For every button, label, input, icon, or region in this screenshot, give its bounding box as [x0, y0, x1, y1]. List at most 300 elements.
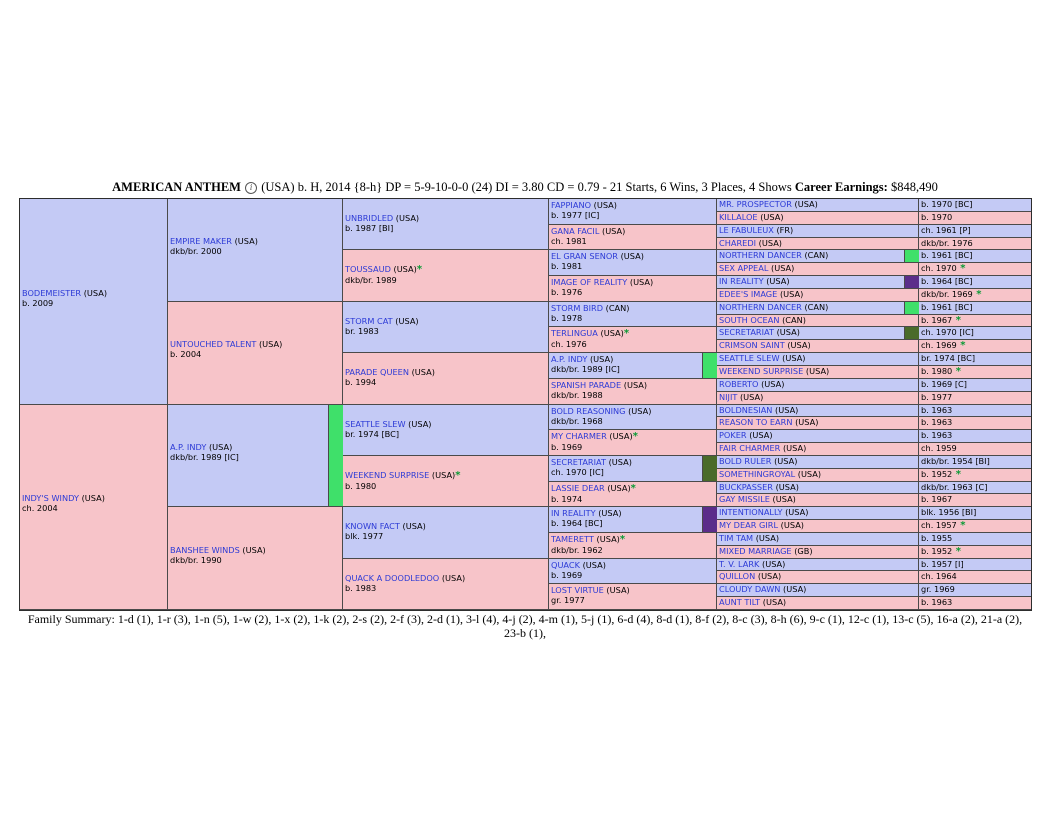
horse-country: (USA): [623, 379, 648, 390]
ancestor-row: [717, 379, 919, 392]
star-icon: *: [952, 365, 961, 377]
ancestor-info-cell: [919, 340, 1031, 353]
horse-link[interactable]: QUACK: [551, 559, 580, 570]
ancestor-info-cell: [919, 225, 1031, 238]
horse-link[interactable]: MY DEAR GIRL: [719, 520, 779, 531]
ancestor-label: [551, 483, 714, 504]
ancestor-cell: [20, 199, 168, 405]
ancestor-row: [717, 469, 919, 482]
ancestor-label: [551, 560, 714, 580]
horse-link[interactable]: A.P. INDY: [551, 354, 588, 365]
horse-link[interactable]: T. V. LARK: [719, 558, 760, 569]
horse-info: blk. 1977: [345, 531, 384, 542]
horse-details: (USA) b. H, 2014 {8-h} DP = 5-9-10-0-0 (24) DI = 3.80 CD = 0.79 - 21 Starts, 6 Wins, 3 Places, 4 Shows: [261, 180, 792, 194]
horse-link[interactable]: LASSIE DEAR: [551, 482, 605, 493]
horse-link[interactable]: SECRETARIAT: [551, 456, 606, 467]
horse-country: (USA): [762, 558, 786, 569]
ancestor-cell: [549, 250, 717, 276]
horse-info: ch. 1970: [921, 263, 957, 274]
ancestor-cell: [549, 482, 717, 508]
horse-info: b. 1957 [I]: [921, 558, 964, 569]
horse-info: b. 1963: [921, 404, 953, 415]
horse-info: br. 1974 [BC]: [921, 353, 976, 364]
horse-info: b. 1980: [345, 480, 377, 491]
horse-info: ch. 1970 [IC]: [921, 327, 974, 338]
horse-country: (USA): [395, 213, 420, 223]
ancestor-label: [551, 380, 714, 400]
horse-info: ch. 1976: [551, 339, 587, 350]
ancestor-row: [717, 456, 919, 469]
ancestor-row: [717, 276, 919, 289]
ancestor-label: [345, 470, 546, 491]
horse-info: b. 1978: [551, 312, 583, 323]
horse-country: (USA): [607, 482, 631, 493]
horse-country: (USA): [805, 365, 830, 376]
horse-country: (USA): [762, 597, 787, 608]
horse-country: (USA): [771, 263, 795, 274]
ancestor-cell: [343, 250, 549, 301]
horse-link[interactable]: BUCKPASSER: [719, 481, 773, 492]
horse-country: (USA): [593, 200, 617, 210]
ancestor-info-cell: [919, 276, 1031, 289]
horse-country: (USA): [779, 288, 804, 299]
ancestor-info-cell: [919, 392, 1031, 405]
horse-country: (USA): [596, 533, 620, 544]
ancestor-row: [717, 315, 919, 328]
horse-country: (CAN): [782, 314, 806, 325]
horse-link[interactable]: TOUSSAUD: [345, 264, 391, 275]
ancestor-info-cell: [919, 469, 1031, 482]
horse-link[interactable]: NORTHERN DANCER: [719, 301, 802, 312]
horse-link[interactable]: KILLALOE: [719, 211, 758, 222]
ancestor-cell: [549, 199, 717, 225]
ancestor-row: [717, 584, 919, 597]
ancestor-cell: [549, 405, 717, 431]
horse-country: (USA): [774, 455, 798, 466]
horse-info: b. 1964 [BC]: [551, 518, 603, 529]
star-icon: *: [952, 314, 961, 326]
ancestor-cell: [343, 302, 549, 353]
horse-country: (USA): [600, 328, 624, 339]
horse-country: (USA): [589, 354, 614, 365]
horse-link[interactable]: WEEKEND SURPRISE: [719, 365, 804, 376]
ancestor-info-cell: [919, 430, 1031, 443]
horse-link[interactable]: UNTOUCHED TALENT: [170, 339, 257, 350]
horse-link[interactable]: IN REALITY: [551, 508, 596, 519]
horse-info: b. 1967: [921, 314, 953, 325]
ancestor-cell: [343, 559, 549, 610]
earnings-value: $848,490: [890, 180, 938, 194]
ancestor-label: [170, 545, 340, 565]
ancestor-info-cell: [919, 353, 1031, 366]
horse-info: ch. 1981: [551, 235, 587, 246]
horse-country: (USA): [609, 431, 633, 442]
horse-country: (USA): [776, 327, 800, 338]
horse-country: (USA): [739, 391, 764, 402]
ancestor-label: [170, 442, 340, 462]
ancestor-row: [717, 482, 919, 495]
horse-info: b. 1977 [IC]: [551, 210, 600, 220]
ancestor-cell: [549, 559, 717, 585]
star-icon: *: [952, 468, 961, 480]
ancestor-label: [22, 288, 165, 308]
ancestor-row: [717, 405, 919, 418]
ancestor-row: [717, 417, 919, 430]
ancestor-info-cell: [919, 379, 1031, 392]
ancestor-cell: [343, 405, 549, 456]
horse-info: ch. 2004: [22, 503, 58, 514]
ancestor-cell: [168, 199, 343, 302]
star-icon: *: [619, 533, 626, 545]
ancestor-label: [551, 585, 714, 605]
horse-link[interactable]: SEATTLE SLEW: [345, 418, 406, 429]
horse-link[interactable]: NORTHERN DANCER: [719, 250, 802, 261]
horse-link[interactable]: STORM CAT: [345, 315, 393, 326]
ancestor-info-cell: [919, 315, 1031, 328]
horse-link[interactable]: MY CHARMER: [551, 431, 607, 442]
horse-info: gr. 1969: [921, 584, 955, 595]
ancestor-row: [717, 225, 919, 238]
ancestor-info-cell: [919, 507, 1031, 520]
ancestor-row: [717, 238, 919, 251]
ancestor-row: [717, 533, 919, 546]
star-icon: *: [956, 340, 966, 352]
horse-link[interactable]: TIM TAM: [719, 532, 754, 543]
horse-country: (USA): [760, 211, 784, 222]
ancestor-cell: [549, 302, 717, 328]
horse-info: ch. 1969: [921, 340, 957, 351]
ancestor-row: [717, 340, 919, 353]
ancestor-cell: [168, 507, 343, 610]
horse-link[interactable]: MR. PROSPECTOR: [719, 199, 792, 209]
ancestor-info-cell: [919, 494, 1031, 507]
horse-country: (USA): [775, 404, 799, 415]
ancestor-info-cell: [919, 456, 1031, 469]
horse-country: (USA): [797, 468, 822, 479]
horse-link[interactable]: QUILLON: [719, 571, 756, 582]
ancestor-row: [717, 212, 919, 225]
horse-link[interactable]: INTENTIONALLY: [719, 507, 783, 518]
horse-link[interactable]: UNBRIDLED: [345, 213, 394, 223]
star-icon: *: [956, 263, 966, 275]
ancestor-info-cell: [919, 238, 1031, 251]
ancestor-row: [717, 571, 919, 584]
horse-country: (USA): [606, 585, 630, 596]
horse-info: b. 1987 [BI]: [345, 223, 394, 233]
horse-country: (USA): [629, 277, 654, 288]
ancestor-row: [717, 366, 919, 379]
horse-link[interactable]: A.P. INDY: [170, 441, 207, 452]
ancestor-cell: [549, 456, 717, 482]
ancestor-cell: [343, 353, 549, 404]
ancestor-label: [551, 431, 714, 452]
horse-country: (USA): [783, 584, 807, 595]
ancestor-row: [717, 392, 919, 405]
horse-country: (USA): [402, 521, 426, 532]
dosage-swatch: [904, 276, 919, 288]
ancestor-label: [345, 521, 546, 541]
ancestor-label: [551, 457, 714, 477]
horse-country: (GB): [794, 545, 813, 556]
horse-country: (USA): [782, 353, 806, 364]
ancestor-cell: [549, 533, 717, 559]
horse-info: b. 1974: [551, 493, 583, 504]
horse-country: (USA): [620, 251, 644, 262]
ancestor-row: [717, 199, 919, 212]
ancestor-info-cell: [919, 250, 1031, 263]
horse-link[interactable]: BOLDNESIAN: [719, 404, 773, 415]
horse-info: dkb/br. 1989 [IC]: [551, 364, 620, 375]
dosage-swatch: [904, 327, 919, 339]
horse-country: (USA): [408, 418, 432, 429]
horse-link[interactable]: EMPIRE MAKER: [170, 236, 232, 247]
ancestor-cell: [549, 327, 717, 353]
star-icon: *: [416, 264, 423, 276]
horse-country: (USA): [628, 405, 652, 416]
dosage-swatch: [328, 405, 343, 507]
horse-link[interactable]: SOMETHINGROYAL: [719, 468, 796, 479]
horse-info: dkb/br. 1954 [BI]: [921, 455, 990, 466]
horse-link[interactable]: EDEE'S IMAGE: [719, 288, 778, 299]
horse-link[interactable]: CLOUDY DAWN: [719, 584, 781, 595]
horse-link[interactable]: TERLINGUA: [551, 328, 598, 339]
ancestor-label: [345, 419, 546, 439]
horse-country: (USA): [234, 236, 258, 247]
ancestor-info-cell: [919, 263, 1031, 276]
ancestor-info-cell: [919, 482, 1031, 495]
horse-link[interactable]: GANA FACIL: [551, 225, 600, 236]
horse-link[interactable]: TAMERETT: [551, 533, 594, 544]
horse-link[interactable]: LE FABULEUX: [719, 224, 774, 235]
horse-info: b. 1963: [921, 597, 953, 608]
horse-country: (USA): [393, 264, 417, 275]
ancestor-label: [345, 573, 546, 593]
star-icon: *: [630, 482, 636, 494]
earnings-label: Career Earnings:: [794, 180, 888, 194]
horse-info: b. 1970 [BC]: [921, 199, 973, 209]
horse-info: b. 1961 [BC]: [921, 250, 973, 261]
horse-link[interactable]: REASON TO EARN: [719, 417, 793, 428]
ancestor-info-cell: [919, 302, 1031, 315]
horse-country: (USA): [598, 508, 622, 519]
ancestor-info-cell: [919, 597, 1031, 610]
horse-link[interactable]: CHAREDI: [719, 237, 757, 248]
horse-country: (USA): [758, 237, 783, 248]
ancestor-cell: [549, 353, 717, 379]
ancestor-label: [170, 339, 340, 359]
horse-country: (USA): [766, 276, 790, 287]
horse-info: br. 1974 [BC]: [345, 428, 400, 439]
horse-link[interactable]: GAY MISSILE: [719, 494, 770, 505]
horse-country: (USA): [775, 481, 799, 492]
ancestor-label: [551, 534, 714, 555]
horse-info: b. 2009: [22, 297, 54, 308]
horse-info: br. 1983: [345, 325, 379, 336]
ancestor-cell: [549, 379, 717, 405]
ancestor-cell: [549, 584, 717, 610]
ancestor-label: [551, 251, 714, 271]
ancestor-info-cell: [919, 212, 1031, 225]
ancestor-label: [22, 493, 165, 513]
dosage-swatch: [702, 456, 717, 481]
horse-link[interactable]: WEEKEND SURPRISE: [345, 469, 430, 480]
horse-link[interactable]: IMAGE OF REALITY: [551, 277, 628, 288]
horse-link[interactable]: MIXED MARRIAGE: [719, 545, 792, 556]
horse-info: b. 1963: [921, 430, 953, 441]
horse-link[interactable]: BOLD REASONING: [551, 405, 626, 416]
ancestor-info-cell: [919, 417, 1031, 430]
horse-info: ch. 1961 [P]: [921, 224, 971, 235]
ancestor-row: [717, 546, 919, 559]
horse-info: b. 1967: [921, 494, 953, 505]
horse-info: b. 1952: [921, 545, 953, 556]
horse-link[interactable]: SEATTLE SLEW: [719, 353, 780, 364]
ancestor-label: [551, 226, 714, 246]
horse-link[interactable]: CRIMSON SAINT: [719, 340, 785, 351]
ancestor-info-cell: [919, 571, 1031, 584]
ancestor-label: [551, 354, 714, 374]
horse-country: (USA): [787, 340, 811, 351]
star-icon: *: [956, 520, 966, 532]
horse-link[interactable]: PARADE QUEEN: [345, 367, 409, 378]
horse-country: (FR): [776, 224, 794, 235]
horse-country: (USA): [761, 378, 785, 389]
horse-link[interactable]: BANSHEE WINDS: [170, 544, 240, 555]
horse-country: (USA): [795, 417, 819, 428]
horse-link[interactable]: POKER: [719, 430, 747, 441]
info-icon[interactable]: i: [245, 182, 257, 194]
ancestor-info-cell: [919, 584, 1031, 597]
horse-link[interactable]: BODEMEISTER: [22, 287, 82, 298]
horse-link[interactable]: BOLD RULER: [719, 455, 772, 466]
ancestor-row: [717, 559, 919, 572]
horse-link[interactable]: FAIR CHARMER: [719, 443, 781, 454]
star-icon: *: [455, 469, 461, 481]
ancestor-cell: [343, 507, 549, 558]
ancestor-cell: [549, 430, 717, 456]
ancestor-info-cell: [919, 559, 1031, 572]
horse-info: b. 1981: [551, 261, 583, 272]
horse-info: ch. 1970 [IC]: [551, 466, 604, 477]
dosage-swatch: [702, 507, 717, 532]
ancestor-cell: [343, 456, 549, 507]
horse-link[interactable]: IN REALITY: [719, 276, 764, 287]
ancestor-row: [717, 302, 919, 315]
horse-country: (USA): [794, 199, 818, 209]
ancestor-row: [717, 494, 919, 507]
ancestor-info-cell: [919, 443, 1031, 456]
ancestor-label: [345, 316, 546, 336]
horse-info: dkb/br. 1963 [C]: [921, 481, 988, 492]
ancestor-row: [717, 327, 919, 340]
horse-info: dkb/br. 1989 [IC]: [170, 451, 239, 462]
horse-link[interactable]: ROBERTO: [719, 378, 759, 389]
ancestor-label: [551, 406, 714, 426]
horse-link[interactable]: STORM BIRD: [551, 302, 604, 313]
pedigree-table: [19, 198, 1032, 611]
horse-country: (USA): [411, 367, 435, 378]
horse-link[interactable]: SECRETARIAT: [719, 327, 774, 338]
horse-country: (USA): [608, 456, 632, 467]
horse-info: ch. 1964: [921, 571, 957, 582]
ancestor-row: [717, 507, 919, 520]
horse-link[interactable]: SEX APPEAL: [719, 263, 769, 274]
horse-link[interactable]: EL GRAN SENOR: [551, 251, 618, 262]
horse-info: dkb/br. 1976: [921, 237, 973, 248]
horse-country: (USA): [431, 469, 456, 480]
horse-country: (USA): [772, 494, 796, 505]
ancestor-cell: [168, 302, 343, 405]
horse-link[interactable]: NIJIT: [719, 391, 738, 402]
dosage-swatch: [904, 250, 919, 262]
ancestor-info-cell: [919, 533, 1031, 546]
horse-country: (USA): [582, 559, 606, 570]
horse-link[interactable]: LOST VIRTUE: [551, 585, 604, 596]
ancestor-label: [551, 200, 714, 220]
horse-link[interactable]: FAPPIANO: [551, 200, 592, 210]
horse-info: b. 1955: [921, 532, 953, 543]
horse-info: b. 1976: [551, 287, 583, 298]
ancestor-info-cell: [919, 520, 1031, 533]
horse-link[interactable]: QUACK A DOODLEDOO: [345, 572, 440, 583]
horse-country: (USA): [749, 430, 773, 441]
ancestor-cell: [343, 199, 549, 250]
horse-info: b. 1952: [921, 468, 953, 479]
ancestor-label: [345, 264, 546, 285]
horse-info: b. 1983: [345, 582, 377, 593]
horse-info: dkb/br. 1990: [170, 554, 222, 565]
horse-country: (USA): [258, 339, 283, 350]
ancestor-row: [717, 250, 919, 263]
ancestor-cell: [20, 405, 168, 611]
star-icon: *: [952, 545, 961, 557]
star-icon: *: [632, 431, 638, 443]
ancestor-row: [717, 289, 919, 302]
horse-info: b. 1963: [921, 417, 953, 428]
horse-info: dkb/br. 1968: [551, 415, 603, 426]
dosage-swatch: [702, 353, 717, 378]
ancestor-label: [551, 508, 714, 528]
horse-info: dkb/br. 1988: [551, 389, 603, 400]
ancestor-label: [551, 277, 714, 297]
horse-info: b. 1969: [551, 569, 583, 580]
horse-link[interactable]: SOUTH OCEAN: [719, 314, 780, 325]
horse-info: b. 1969: [551, 442, 583, 453]
horse-link[interactable]: SPANISH PARADE: [551, 379, 622, 390]
horse-link[interactable]: AUNT TILT: [719, 597, 761, 608]
horse-country: (CAN): [804, 301, 829, 312]
horse-info: gr. 1977: [551, 595, 585, 606]
horse-info: dkb/br. 1989: [345, 275, 397, 286]
horse-link[interactable]: KNOWN FACT: [345, 521, 400, 532]
ancestor-label: [345, 367, 546, 387]
ancestor-label: [345, 213, 546, 233]
horse-country: (USA): [755, 532, 780, 543]
horse-country: (USA): [81, 493, 105, 504]
horse-country: (USA): [83, 287, 108, 298]
horse-info: ch. 1957: [921, 520, 957, 531]
horse-info: dkb/br. 1969: [921, 288, 973, 299]
horse-country: (USA): [602, 225, 626, 236]
family-summary: Family Summary: 1-d (1), 1-r (3), 1-n (5), 1-w (2), 1-x (2), 1-k (2), 2-s (2), 2-f (3), 2-d (1), 3-l (4), 4-j (2), 4-m (1), 5-j (1), 6-d (4), 8-d (1), 8-f (2), 8-c (3), 8-h (6), 9-c (1), 12-c (1), 13-c (5), 16-a (2), 21-a (2), 23-b (1),: [27, 612, 1023, 640]
ancestor-info-cell: [919, 327, 1031, 340]
ancestor-label: [551, 303, 714, 323]
horse-country: (USA): [395, 315, 419, 326]
horse-link[interactable]: INDY'S WINDY: [22, 493, 79, 504]
horse-info: blk. 1956 [BI]: [921, 507, 977, 518]
ancestor-info-cell: [919, 405, 1031, 418]
horse-info: dkb/br. 2000: [170, 246, 222, 257]
